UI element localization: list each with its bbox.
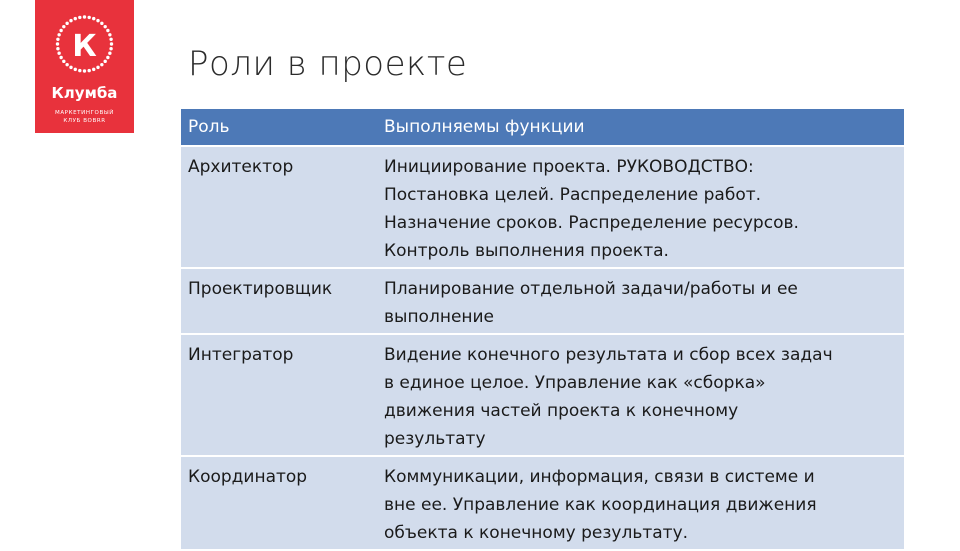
logo-ring-dot bbox=[56, 42, 59, 45]
role-cell: Координатор bbox=[188, 467, 308, 487]
functions-cell bbox=[377, 456, 904, 550]
function-line: результату bbox=[384, 429, 486, 449]
function-line: движения частей проекта к конечному bbox=[384, 401, 739, 421]
table-row bbox=[181, 146, 904, 268]
logo-ring-dot bbox=[62, 25, 65, 28]
table-row bbox=[181, 456, 904, 550]
functions-cell bbox=[377, 268, 904, 334]
function-line: Планирование отдельной задачи/работы и ее bbox=[384, 279, 798, 299]
function-line: в единое целое. Управление как «сборка» bbox=[384, 373, 766, 393]
logo-ring-dot bbox=[100, 22, 103, 25]
logo-ring-dot bbox=[106, 29, 109, 32]
function-line: Инициирование проекта. РУКОВОДСТВО: bbox=[384, 157, 754, 177]
function-line: Постановка целей. Распределение работ. bbox=[384, 185, 762, 205]
role-cell: Архитектор bbox=[188, 157, 294, 177]
logo-ring-dot bbox=[57, 52, 60, 55]
table-row bbox=[181, 334, 904, 456]
table-row bbox=[181, 268, 904, 334]
logo-ring-dot bbox=[59, 29, 62, 32]
logo-ring-dot bbox=[57, 33, 60, 36]
function-line: Контроль выполнения проекта. bbox=[384, 241, 669, 261]
logo-ring-dot bbox=[92, 68, 95, 71]
logo-ring-dot bbox=[62, 60, 65, 63]
logo-ring-dot bbox=[109, 38, 112, 41]
logo-ring-dot bbox=[87, 16, 90, 19]
logo-ring-dot bbox=[110, 42, 113, 45]
functions-cell bbox=[377, 146, 904, 268]
logo-ring-dot bbox=[83, 15, 86, 18]
header-functions: Выполняемы функции bbox=[377, 109, 904, 146]
function-line: объекта к конечному результату. bbox=[384, 523, 689, 543]
brand-logo bbox=[35, 0, 134, 133]
brand-letter: К bbox=[72, 29, 97, 64]
function-line: Назначение сроков. Распределение ресурсов. bbox=[384, 213, 799, 233]
function-line: выполнение bbox=[384, 307, 495, 327]
logo-ring-dot bbox=[103, 25, 106, 28]
brand-tagline-1: МАРКЕТИНГОВЫЙ bbox=[54, 110, 115, 116]
logo-ring-dot bbox=[56, 47, 59, 50]
logo-ring-dot bbox=[108, 52, 111, 55]
logo-ring-dot bbox=[109, 47, 112, 50]
klumba-logo-icon bbox=[35, 0, 134, 133]
logo-ring-dot bbox=[78, 69, 81, 72]
logo-ring-dot bbox=[87, 69, 90, 72]
function-line: Видение конечного результата и сбор всех задач bbox=[384, 345, 833, 365]
logo-ring-dot bbox=[65, 22, 68, 25]
logo-ring-dot bbox=[78, 16, 81, 19]
logo-ring-dot bbox=[56, 38, 59, 41]
logo-ring-dot bbox=[69, 66, 72, 69]
logo-ring-dot bbox=[65, 63, 68, 66]
logo-ring-dot bbox=[106, 56, 109, 59]
logo-ring-dot bbox=[92, 17, 95, 20]
functions-cell bbox=[377, 334, 904, 456]
logo-ring-dot bbox=[100, 63, 103, 66]
slide-title: Роли в проекте bbox=[188, 44, 468, 84]
logo-ring-dot bbox=[59, 56, 62, 59]
brand-name: Клумба bbox=[51, 84, 118, 102]
logo-ring-dot bbox=[74, 17, 77, 20]
logo-ring-dot bbox=[96, 66, 99, 69]
logo-ring-dot bbox=[74, 68, 77, 71]
roles-table bbox=[181, 109, 904, 551]
logo-ring-dot bbox=[83, 69, 86, 72]
role-cell: Проектировщик bbox=[188, 279, 333, 299]
function-line: вне ее. Управление как координация движения bbox=[384, 495, 817, 515]
logo-ring-dot bbox=[96, 19, 99, 22]
brand-tagline-2: КЛУБ BOBRR bbox=[63, 118, 106, 124]
header-role: Роль bbox=[181, 109, 377, 146]
role-cell: Интегратор bbox=[188, 345, 294, 365]
function-line: Коммуникации, информация, связи в системе и bbox=[384, 467, 815, 487]
logo-ring-dot bbox=[103, 60, 106, 63]
table-header-row bbox=[181, 109, 904, 146]
logo-ring-dot bbox=[69, 19, 72, 22]
logo-ring-dot bbox=[108, 33, 111, 36]
